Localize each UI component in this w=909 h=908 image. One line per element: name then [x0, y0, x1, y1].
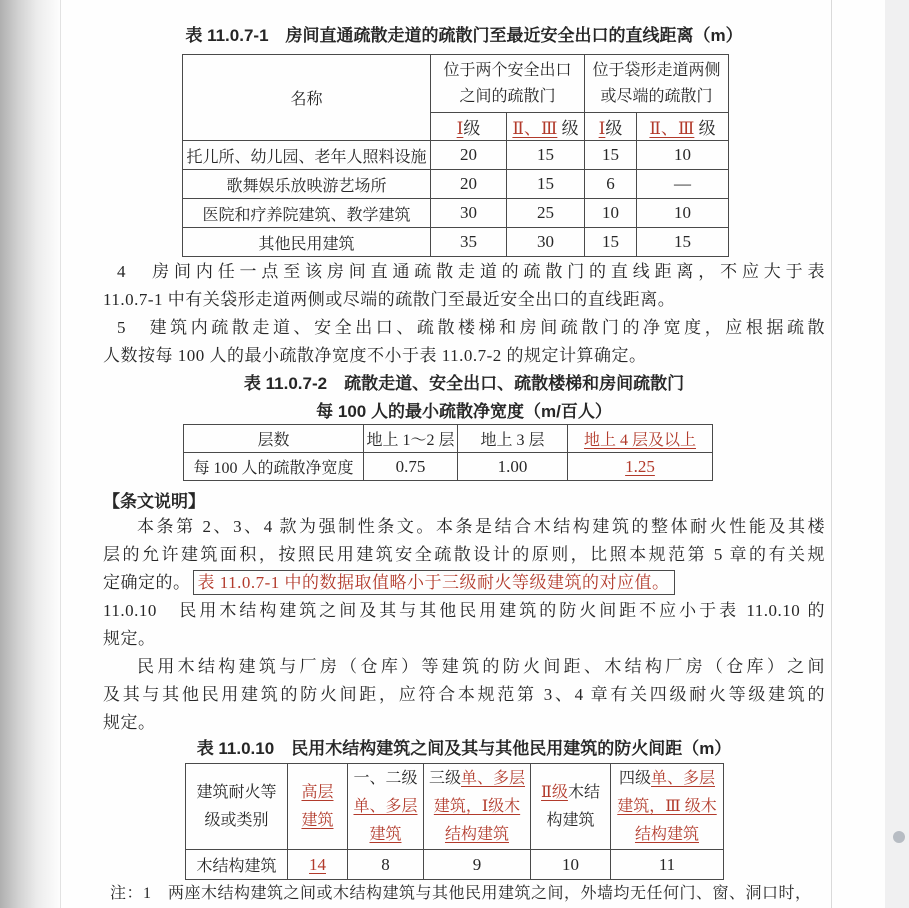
table-cell-label: 歌舞娱乐放映游艺场所 — [183, 170, 431, 199]
table-cell-label: 每 100 人的疏散净宽度 — [184, 453, 364, 481]
page-left-edge-shadow — [0, 0, 60, 908]
paragraph-clause-5 — [103, 314, 825, 370]
table-row — [186, 850, 724, 880]
table-cell-value: — — [637, 170, 729, 199]
table-cell-value: 15 — [585, 141, 637, 170]
explanation-heading: 【条文说明】 — [103, 492, 205, 511]
group2-line1: 位于袋形走道两侧 — [592, 61, 721, 79]
group1-line2: 之间的疏散门 — [459, 87, 556, 105]
table-cell-value: 8 — [348, 850, 424, 880]
table-row — [183, 141, 729, 170]
table-cell-header: 建筑耐火等级或类别 — [186, 764, 288, 850]
table-cell-value: 9 — [424, 850, 531, 880]
paragraph-line: 5 建筑内疏散走道、安全出口、疏散楼梯和房间疏散门的净宽度，应根据疏散 — [117, 318, 825, 337]
table-cell-header: 高层建筑 — [288, 764, 348, 850]
table-cell-header: 地上 4 层及以上 — [568, 425, 713, 453]
table-cell-value: 15 — [507, 170, 585, 199]
table-cell-value: 1.25 — [568, 453, 713, 481]
paragraph-line: 11.0.7-1 中有关袋形走道两侧或尽端的疏散门至最近安全出口的直线距离。 — [103, 290, 676, 309]
table-cell-grade: Ⅰ级 — [585, 113, 637, 141]
table-cell-header: 层数 — [184, 425, 364, 453]
table-cell-value: 30 — [507, 228, 585, 257]
table-cell-group2 — [585, 55, 729, 113]
scrollbar-thumb[interactable] — [893, 831, 905, 843]
table-11072 — [183, 424, 713, 481]
paragraph-line: 4 房间内任一点至该房间直通疏散走道的疏散门的直线距离，不应大于表 — [117, 262, 825, 281]
table-cell-header: 地上 1～2 层 — [364, 425, 458, 453]
table-cell-value: 30 — [431, 199, 507, 228]
table-cell-name-header: 名称 — [183, 55, 431, 141]
table-11010 — [185, 763, 724, 880]
footnote — [103, 881, 843, 907]
group1-line1: 位于两个安全出口 — [443, 61, 572, 79]
table-cell-header: 一、二级单、多层建筑 — [348, 764, 424, 850]
table-cell-header: 四级单、多层建筑，Ⅲ 级木结构建筑 — [611, 764, 724, 850]
table-cell-value: 1.00 — [458, 453, 568, 481]
paragraph-line: 规定。 — [103, 629, 156, 648]
page-right-edge-line — [831, 0, 832, 908]
table-row — [184, 425, 713, 453]
paragraph-clause-4 — [103, 258, 825, 314]
paragraph-line: 及其与其他民用建筑的防火间距，应符合本规范第 3、4 章有关四级耐火等级建筑的 — [103, 685, 825, 704]
table-row — [183, 228, 729, 257]
table-11071-title: 表 11.0.7-1 房间直通疏散走道的疏散门至最近安全出口的直线距离（m） — [185, 26, 743, 45]
table-cell-grade: Ⅱ、Ⅲ 级 — [637, 113, 729, 141]
table-row — [183, 199, 729, 228]
table-cell-label: 其他民用建筑 — [183, 228, 431, 257]
scrollbar-track — [885, 0, 909, 908]
paragraph-fire-distance — [103, 653, 825, 737]
table-cell-header: 三级单、多层建筑，Ⅰ级木结构建筑 — [424, 764, 531, 850]
table-cell-value: 15 — [585, 228, 637, 257]
table-row — [183, 170, 729, 199]
table-cell-value: 10 — [585, 199, 637, 228]
paragraph-explanation — [103, 513, 825, 597]
table-cell-value: 14 — [288, 850, 348, 880]
table-cell-value: 35 — [431, 228, 507, 257]
paragraph-line: 规定。 — [103, 713, 156, 732]
table-11072-title-line1: 表 11.0.7-2 疏散走道、安全出口、疏散楼梯和房间疏散门 — [243, 374, 685, 393]
table-cell-label: 托儿所、幼儿园、老年人照料设施 — [183, 141, 431, 170]
page-left-edge-line — [60, 0, 61, 908]
paragraph-line: 民用木结构建筑与厂房（仓库）等建筑的防火间距、木结构厂房（仓库）之间 — [137, 657, 825, 676]
table-cell-value: 0.75 — [364, 453, 458, 481]
table-cell-header: Ⅱ级木结构建筑 — [531, 764, 611, 850]
table-cell-grade: Ⅰ级 — [431, 113, 507, 141]
table-cell-value: 10 — [637, 141, 729, 170]
highlighted-note-box: 表 11.0.7-1 中的数据取值略小于三级耐火等级建筑的对应值。 — [193, 570, 675, 595]
table-row — [186, 764, 724, 850]
table-11071 — [182, 54, 729, 257]
table-cell-value: 15 — [507, 141, 585, 170]
paragraph-line: 定确定的。 表 11.0.7-1 中的数据取值略小于三级耐火等级建筑的对应值。 — [103, 569, 825, 597]
table-cell-label: 医院和疗养院建筑、教学建筑 — [183, 199, 431, 228]
table-cell-value: 20 — [431, 141, 507, 170]
footnote-line: 注：1 两座木结构建筑之间或木结构建筑与其他民用建筑之间，外墙均无任何门、窗、洞口时， — [110, 885, 812, 902]
table-cell-group1 — [431, 55, 585, 113]
table-11010-title: 表 11.0.10 民用木结构建筑之间及其与其他民用建筑的防火间距（m） — [196, 739, 732, 758]
table-cell-value: 6 — [585, 170, 637, 199]
paragraph-line: 层的允许建筑面积，按照民用建筑安全疏散设计的原则，比照本规范第 5 章的有关规 — [103, 545, 825, 564]
paragraph-line: 11.0.10 民用木结构建筑之间及其与其他民用建筑的防火间距不应小于表 11.0.10 的 — [103, 601, 825, 620]
table-cell-label: 木结构建筑 — [186, 850, 288, 880]
table-row — [183, 55, 729, 113]
table-cell-value: 10 — [531, 850, 611, 880]
paragraph-line: 本条第 2、3、4 款为强制性条文。本条是结合木结构建筑的整体耐火性能及其楼 — [137, 517, 825, 536]
table-cell-value: 20 — [431, 170, 507, 199]
paragraph-line: 人数按每 100 人的最小疏散净宽度不小于表 11.0.7-2 的规定计算确定。 — [103, 346, 647, 365]
table-cell-grade: Ⅱ、Ⅲ 级 — [507, 113, 585, 141]
table-11072-title-line2: 每 100 人的最小疏散净宽度（m/百人） — [316, 402, 612, 421]
table-cell-value: 10 — [637, 199, 729, 228]
table-row — [184, 453, 713, 481]
table-cell-value: 25 — [507, 199, 585, 228]
paragraph-section-11010 — [103, 597, 825, 653]
table-cell-value: 15 — [637, 228, 729, 257]
table-cell-header: 地上 3 层 — [458, 425, 568, 453]
table-cell-value: 11 — [611, 850, 724, 880]
group2-line2: 或尽端的疏散门 — [600, 87, 713, 105]
